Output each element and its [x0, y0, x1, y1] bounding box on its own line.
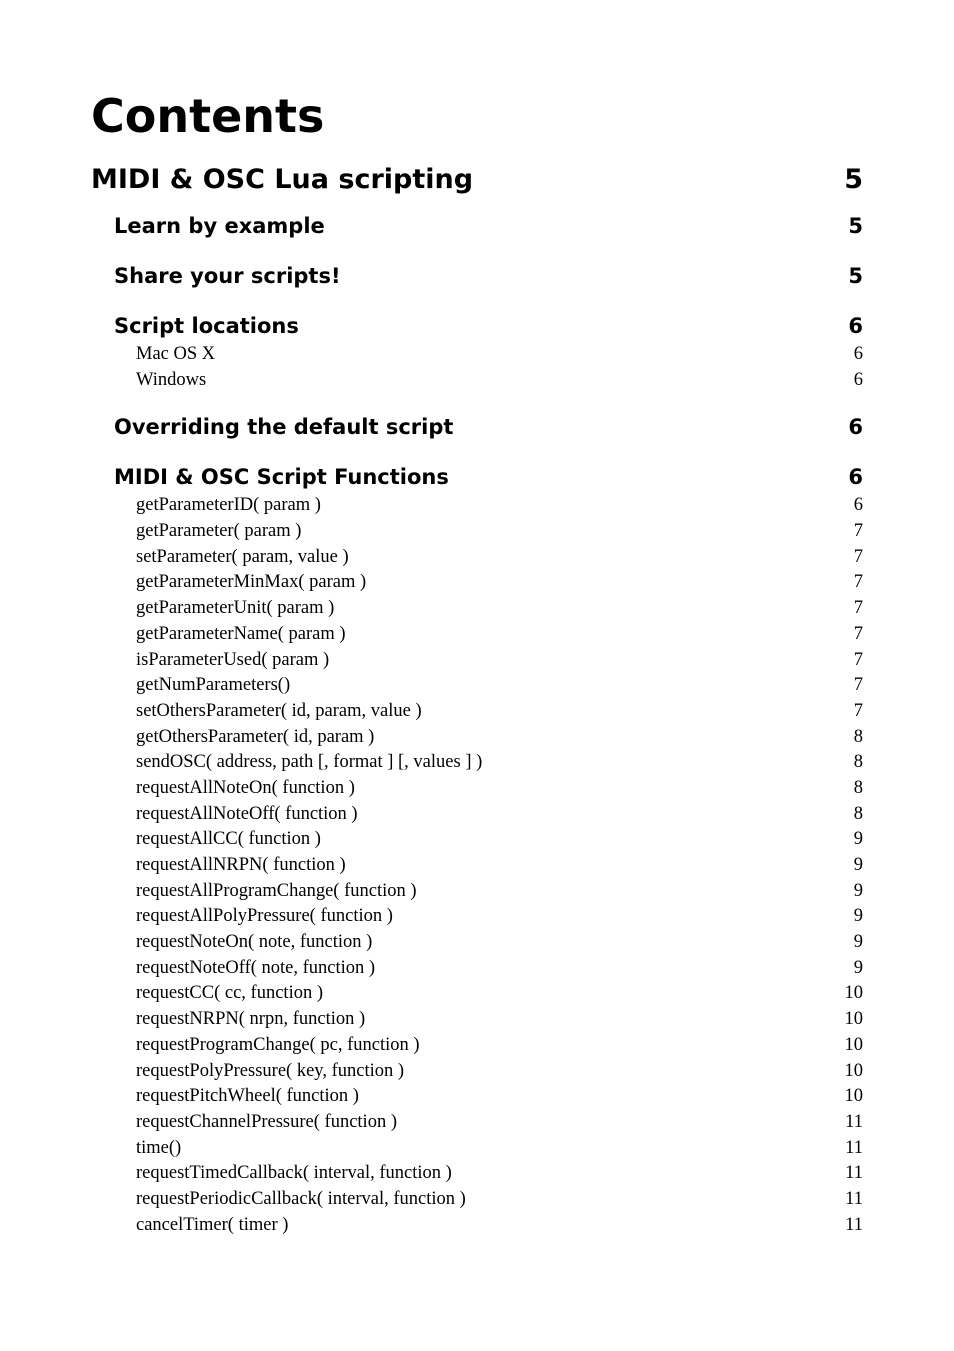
toc-subsection-entry[interactable] [91, 776, 863, 802]
toc-subsection-label: getParameterName( param ) [136, 623, 346, 644]
toc-subsection-entry[interactable] [91, 750, 863, 776]
toc-subsection-page: 8 [853, 752, 863, 773]
toc-subsection-page: 9 [853, 932, 863, 953]
toc-subsection-label: isParameterUsed( param ) [136, 649, 330, 670]
toc-subsection-label: getParameter( param ) [136, 521, 302, 542]
toc-section-block [91, 210, 863, 242]
toc-subsection-entry[interactable] [91, 1213, 863, 1239]
toc-subsection-entry[interactable] [91, 1136, 863, 1162]
toc-subsection-entry[interactable] [91, 545, 863, 571]
toc-section-label: Share your scripts! [114, 264, 341, 288]
toc-subsection-entry[interactable] [91, 1033, 863, 1059]
toc-subsection-label: requestAllPolyPressure( function ) [136, 906, 393, 927]
toc-section-page: 6 [848, 415, 863, 440]
toc-subsection-label: requestPitchWheel( function ) [136, 1086, 359, 1107]
toc-subsection-page: 10 [844, 1060, 863, 1081]
toc-subsection-entry[interactable] [91, 827, 863, 853]
toc-subsection-entry[interactable] [91, 519, 863, 545]
toc-subsection-page: 11 [845, 1214, 863, 1235]
toc-chapter-label: MIDI & OSC Lua scripting [91, 164, 474, 195]
toc-subsection-entry[interactable] [91, 493, 863, 519]
toc-subsection-label: time() [136, 1137, 182, 1158]
toc-subsection-page: 10 [844, 1086, 863, 1107]
toc-subsection-label: requestAllNoteOff( function ) [136, 803, 358, 824]
toc-subsection-label: Mac OS X [136, 344, 216, 364]
toc-subsection-label: requestTimedCallback( interval, function ) [136, 1163, 452, 1184]
toc-subsection-page: 11 [845, 1137, 863, 1158]
toc-section-entry[interactable] [91, 411, 863, 443]
toc-subsection-entry[interactable] [91, 1084, 863, 1110]
toc-subsection-page: 7 [853, 598, 863, 619]
toc-subsection-page: 6 [853, 369, 863, 390]
toc-subsection-label: getOthersParameter( id, param ) [136, 726, 375, 747]
toc-subsection-entry[interactable] [91, 368, 863, 394]
toc-subsection-label: requestAllNoteOn( function ) [136, 777, 355, 798]
toc-section-block [91, 461, 863, 1238]
toc-subsection-page: 6 [853, 495, 863, 516]
toc-subsection-label: requestProgramChange( pc, function ) [136, 1034, 420, 1055]
toc-subsection-page: 8 [853, 803, 863, 824]
toc-subsection-entry[interactable] [91, 904, 863, 930]
toc-subsection-entry[interactable] [91, 699, 863, 725]
toc-subsection-entry[interactable] [91, 1059, 863, 1085]
toc-section-entry[interactable] [91, 310, 863, 342]
toc-subsection-entry[interactable] [91, 648, 863, 674]
toc-subsection-label: requestChannelPressure( function ) [136, 1111, 397, 1132]
table-of-contents [91, 160, 863, 1256]
toc-subsection-label: requestNRPN( nrpn, function ) [136, 1009, 366, 1030]
toc-subsection-page: 9 [853, 957, 863, 978]
toc-section-label: Overriding the default script [114, 415, 454, 440]
toc-subsection-page: 6 [853, 344, 863, 364]
toc-subsection-entry[interactable] [91, 981, 863, 1007]
toc-subsection-entry[interactable] [91, 1007, 863, 1033]
toc-section-page: 5 [848, 214, 863, 238]
toc-subsection-label: setParameter( param, value ) [136, 546, 349, 567]
toc-subsection-label: requestNoteOff( note, function ) [136, 957, 376, 978]
toc-subsection-label: getParameterMinMax( param ) [136, 572, 367, 593]
toc-subsection-page: 9 [853, 829, 863, 850]
toc-subsection-label: setOthersParameter( id, param, value ) [136, 700, 422, 721]
toc-section-entry[interactable] [91, 260, 863, 292]
toc-subsection-entry[interactable] [91, 879, 863, 905]
toc-subsection-label: requestAllCC( function ) [136, 829, 321, 850]
toc-subsection-label: sendOSC( address, path [, format ] [, values ] ) [136, 752, 483, 773]
toc-subsection-label: getNumParameters() [136, 675, 291, 696]
toc-subsection-label: requestAllNRPN( function ) [136, 855, 346, 875]
toc-subsection-page: 10 [844, 983, 863, 1004]
toc-subsection-entry[interactable] [91, 1161, 863, 1187]
toc-subsection-entry[interactable] [91, 930, 863, 956]
toc-subsection-page: 7 [853, 521, 863, 542]
toc-subsection-page: 10 [844, 1034, 863, 1055]
toc-subsection-entry[interactable] [91, 1110, 863, 1136]
toc-section-label: Script locations [114, 314, 299, 338]
toc-subsection-label: requestPolyPressure( key, function ) [136, 1060, 405, 1081]
toc-subsection-label: cancelTimer( timer ) [136, 1214, 289, 1235]
toc-subsection-page: 7 [853, 649, 863, 670]
toc-section-label: Learn by example [114, 214, 325, 238]
toc-subsection-page: 7 [853, 572, 863, 593]
toc-subsection-page: 8 [853, 726, 863, 747]
toc-section-block [91, 260, 863, 292]
toc-subsection-page: 10 [844, 1009, 863, 1030]
toc-subsection-entry[interactable] [91, 853, 863, 879]
toc-sections [91, 210, 863, 1238]
toc-subsection-entry[interactable] [91, 596, 863, 622]
toc-subsection-page: 8 [853, 777, 863, 798]
toc-subsection-label: requestPeriodicCallback( interval, function ) [136, 1188, 466, 1209]
toc-subsection-page: 11 [845, 1111, 863, 1132]
toc-subsection-label: getParameterID( param ) [136, 495, 321, 516]
toc-subsection-entry[interactable] [91, 1187, 863, 1213]
toc-subsection-label: requestCC( cc, function ) [136, 983, 323, 1004]
toc-subsection-page: 7 [853, 623, 863, 644]
toc-subsection-page: 9 [853, 906, 863, 927]
toc-subsection-label: requestAllProgramChange( function ) [136, 880, 417, 901]
toc-subsection-entry[interactable] [91, 725, 863, 751]
toc-subsection-page: 7 [853, 700, 863, 721]
toc-subsection-label: Windows [136, 369, 207, 390]
toc-subsection-entry[interactable] [91, 622, 863, 648]
toc-subsection-entry[interactable] [91, 673, 863, 699]
toc-section-entry[interactable] [91, 461, 863, 493]
toc-section-page: 6 [848, 314, 863, 338]
toc-subsection-page: 11 [845, 1163, 863, 1184]
toc-section-entry[interactable] [91, 210, 863, 242]
toc-subsection-page: 7 [853, 675, 863, 696]
toc-subsection-page: 9 [853, 855, 863, 875]
toc-section-page: 6 [848, 465, 863, 490]
toc-subsection-entry[interactable] [91, 956, 863, 982]
toc-section-label: MIDI & OSC Script Functions [114, 465, 449, 490]
toc-section-block [91, 310, 863, 393]
toc-subsection-entry[interactable] [91, 342, 863, 368]
toc-section-block [91, 411, 863, 443]
page-title: Contents [91, 89, 325, 143]
toc-chapter-page: 5 [844, 164, 863, 195]
toc-subsection-page: 7 [853, 546, 863, 567]
toc-section-page: 5 [848, 264, 863, 288]
toc-chapter-entry[interactable] [91, 160, 863, 200]
toc-subsection-label: requestNoteOn( note, function ) [136, 932, 373, 953]
toc-subsection-entry[interactable] [91, 802, 863, 828]
toc-subsection-page: 11 [845, 1188, 863, 1209]
toc-subsection-label: getParameterUnit( param ) [136, 598, 335, 619]
toc-subsection-page: 9 [853, 880, 863, 901]
toc-subsection-entry[interactable] [91, 570, 863, 596]
